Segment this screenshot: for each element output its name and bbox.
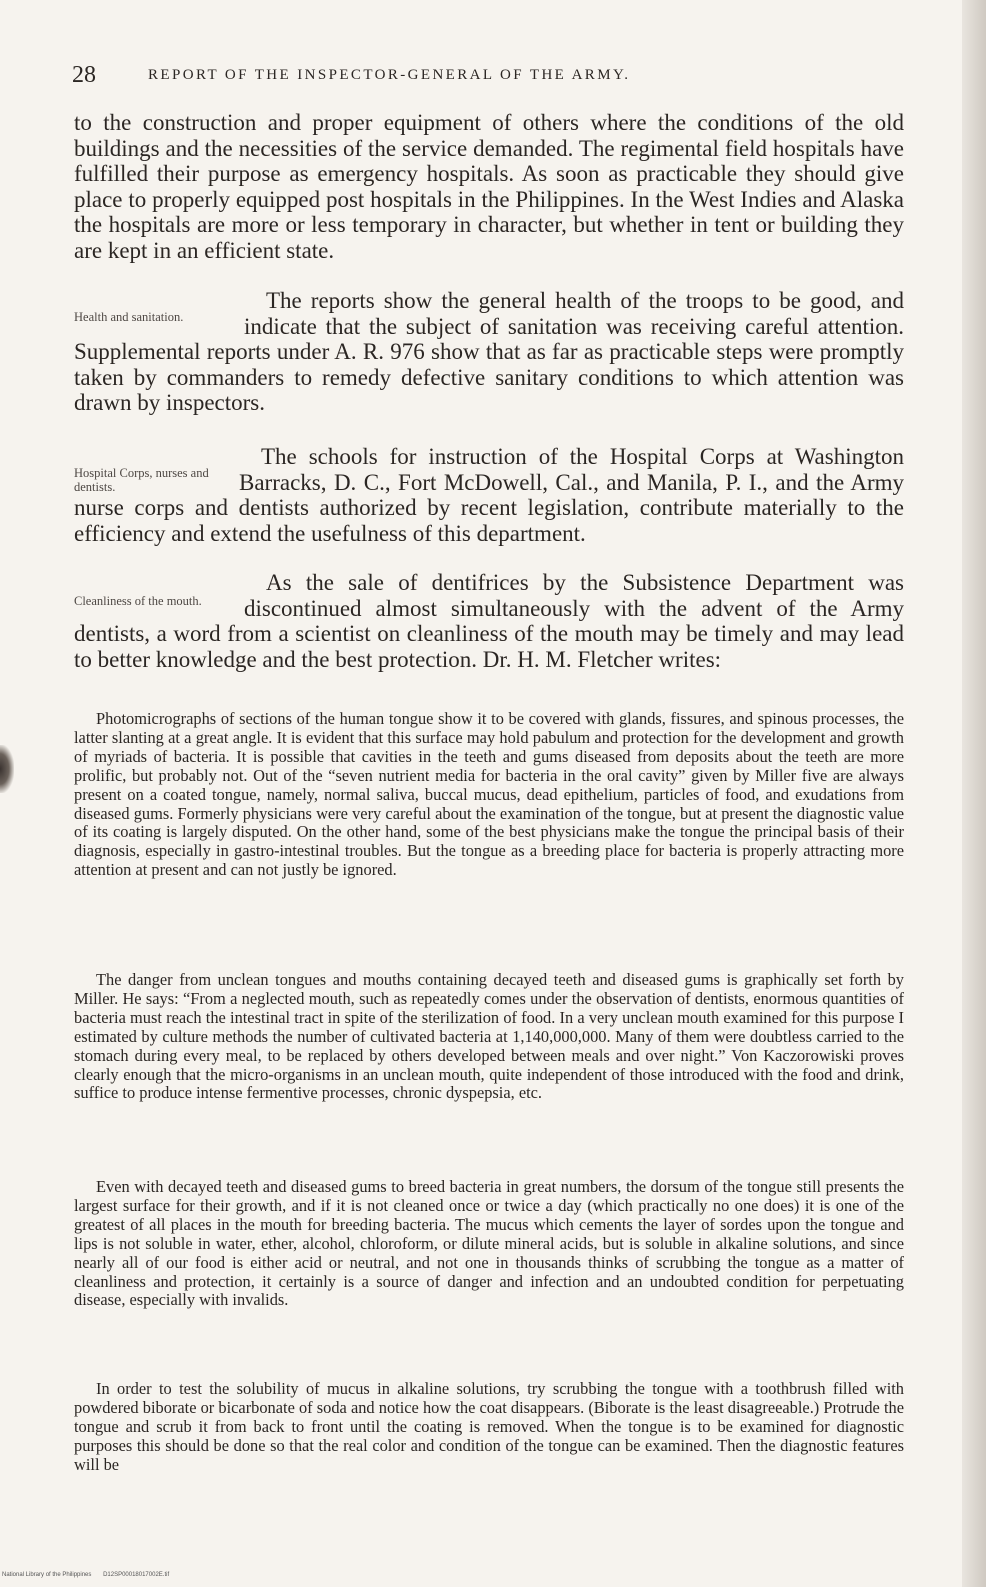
body-paragraph-1: to the construction and proper equipment of others where the conditions of the old buildings and the necessities of the service demanded. The regimental field hospitals have fulfilled their purpose as emergency hospitals. As soon as practicable they should give place to properly equipped post hospitals in the Philippines. In the West Indies and Alaska the hospitals are more or less temporary in character, but whether in tent or building they are kept in an efficient state. — [74, 110, 904, 263]
body-paragraph-4-text: As the sale of dentifrices by the Subsistence Department was discontinued almost simultaneously with the advent of the Army dentists, a word from a scientist on cleanliness of the mouth may be timely and may lead to better knowledge and the best protection. Dr. H. M. Fletcher writes: — [74, 570, 904, 672]
body-paragraph-2 — [74, 288, 904, 416]
body-paragraph-2-text: The reports show the general health of the troops to be good, and indicate that the subject of sanitation was receiving careful attention. Supplemental reports under A. R. 976 show that as far as practicable steps were promptly taken by commanders to remedy defective sanitary conditions to which attention was drawn by inspectors. — [74, 288, 904, 416]
quote-paragraph-2: The danger from unclean tongues and mouths containing decayed teeth and diseased gums is graphically set forth by Miller. He says: “From a neglected mouth, such as repeatedly comes under the observation of dentists, enormous quantities of bacteria must reach the intestinal tract in spite of the sterilization of food. In a very unclean mouth examined for this purpose I estimated by culture methods the number of cultivated bacteria at 1,140,000,000. Many of them were doubtless carried to the stomach during every meal, to be replaced by others developed between meals and over night.” Von Kaczorowiski proves clearly enough that the micro-organisms in an unclean mouth, quite independent of those introduced with the food and drink, suffice to produce intense fermentive processes, chronic dyspepsia, etc. — [74, 970, 904, 1103]
body-paragraph-4 — [74, 570, 904, 672]
page-edge-shadow — [962, 0, 986, 1587]
page-number: 28 — [72, 62, 96, 88]
margin-note-health: Health and sanitation. — [74, 310, 184, 324]
body-paragraph-3-text: The schools for instruction of the Hospital Corps at Washington Barracks, D. C., Fort McDowell, Cal., and Manila, P. I., and the Army nurse corps and dentists authorized by recent legislation, contribute materially to the efficiency and extend the usefulness of this department. — [74, 444, 904, 546]
margin-note-hospital-corps: Hospital Corps, nurses and dentists. — [74, 466, 209, 494]
margin-note-cleanliness: Cleanliness of the mouth. — [74, 594, 202, 608]
page-header — [72, 62, 914, 96]
body-paragraph-3 — [74, 444, 904, 546]
quote-paragraph-4: In order to test the solubility of mucus in alkaline solutions, try scrubbing the tongue with a toothbrush filled with powdered biborate or bicarbonate of soda and notice how the coat disappears. (Biborate is the least disagreeable.) Protrude the tongue and scrub it from back to front until the coating is removed. When the tongue is to be examined for diagnostic purposes this should be done so that the real color and condition of the tongue can be examined. Then the diagnostic features will be — [74, 1379, 904, 1474]
quote-paragraph-1: Photomicrographs of sections of the human tongue show it to be covered with glands, fissures, and spinous processes, the latter slanting at a great angle. It is evident that this surface may hold pabulum and protection for the development and growth of myriads of bacteria. It is possible that cavities in the teeth and gums diseased from deposits about the teeth are more prolific, but probably not. Out of the “seven nutrient media for bacteria in the oral cavity” given by Miller five are always present on a coated tongue, namely, normal saliva, buccal mucus, dead epithelium, particles of food, and exudations from diseased gums. Formerly physicians were very careful about the examination of the tongue, but at present the diagnostic value of its coating is largely disputed. On the other hand, some of the best physicians make the tongue the principal basis of their diagnosis, especially in gastro-intestinal troubles. But the tongue as a breeding place for bacteria is properly attracting more attention at present and can not justly be ignored. — [74, 709, 904, 880]
footer-code: D12SP00018017002E.tif — [103, 1572, 170, 1578]
scan-mark — [0, 745, 14, 793]
scan-footer — [2, 1572, 179, 1578]
quote-paragraph-3: Even with decayed teeth and diseased gums to breed bacteria in great numbers, the dorsum of the tongue still presents the largest surface for their growth, and if it is not cleaned once or twice a day (which practically no one does) it is one of the greatest of all places in the mouth for breeding bacteria. The mucus which cements the layer of sordes upon the tongue and lips is not soluble in water, ether, alcohol, chloroform, or dilute mineral acids, but is soluble in alkaline solutions, and since nearly all of our food is either acid or neutral, and not one in thousands thinks of scrubbing the tongue as a matter of cleanliness and protection, it certainly is a source of danger and infection and an undoubted condition for perpetuating disease, especially with invalids. — [74, 1177, 904, 1310]
footer-library: National Library of the Philippines — [2, 1572, 92, 1578]
running-head: REPORT OF THE INSPECTOR-GENERAL OF THE ARMY. — [148, 67, 631, 83]
